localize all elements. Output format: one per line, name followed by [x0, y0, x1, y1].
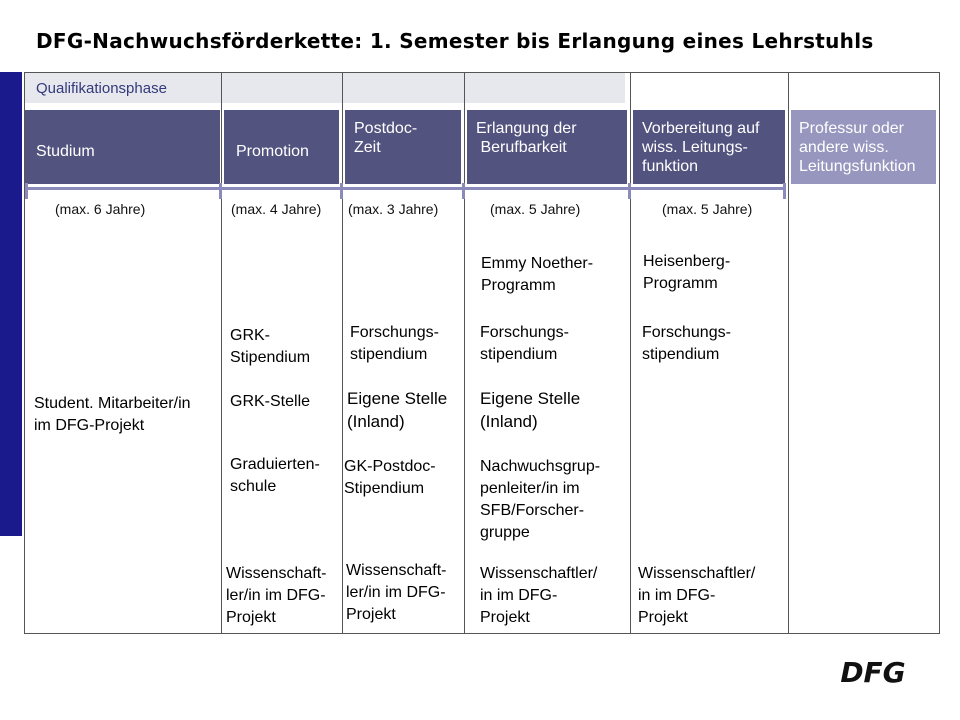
qualification-phase-label: Qualifikationsphase — [36, 80, 167, 97]
left-accent-bar — [0, 72, 22, 536]
dfg-logo — [838, 656, 908, 686]
phase-berufbarkeit — [467, 110, 627, 184]
item-graduiertenschule: Graduierten- schule — [230, 456, 320, 495]
phase-label: Promotion — [236, 143, 309, 160]
duration-berufbarkeit: (max. 5 Jahre) — [490, 201, 581, 217]
column-divider — [630, 72, 631, 634]
item-student-mitarbeiter: Student. Mitarbeiter/in im DFG-Projekt — [34, 395, 191, 434]
phase-studium — [25, 110, 220, 184]
phase-label: Erlangung der Berufbarkeit — [476, 120, 577, 156]
item-heisenberg: Heisenberg- Programm — [643, 253, 731, 292]
item-nachwuchsgruppenleiter: Nachwuchsgrup- penleiter/in im SFB/Forscher- gruppe — [480, 458, 601, 541]
column-divider — [788, 72, 789, 634]
item-forschungsstipendium-postdoc: Forschungs- stipendium — [350, 324, 439, 363]
item-grk-stipendium: GRK- Stipendium — [230, 327, 311, 366]
item-wissenschaftler-berufbarkeit: Wissenschaftler/ in im DFG- Projekt — [480, 565, 598, 626]
item-wissenschaftler-postdoc: Wissenschaft- ler/in im DFG- Projekt — [346, 562, 447, 623]
separator-tick — [219, 183, 222, 199]
item-forschungsstipendium-berufbarkeit: Forschungs- stipendium — [480, 324, 569, 363]
item-gk-postdoc-stipendium: GK-Postdoc- Stipendium — [344, 458, 436, 497]
phase-label: Postdoc- Zeit — [354, 120, 418, 156]
separator-tick — [462, 183, 465, 199]
item-grk-stelle: GRK-Stelle — [230, 393, 311, 410]
separator-tick — [340, 183, 343, 199]
page-title: DFG-Nachwuchsförderkette: 1. Semester bis Erlangung eines Lehrstuhls — [36, 29, 874, 53]
separator-tick — [25, 183, 28, 199]
column-divider — [464, 72, 465, 634]
column-divider — [342, 72, 343, 634]
duration-postdoc: (max. 3 Jahre) — [348, 201, 439, 217]
column-divider — [221, 72, 222, 634]
phase-postdoc — [345, 110, 461, 184]
phase-promotion — [224, 110, 339, 184]
phase-professur — [791, 110, 936, 184]
item-wissenschaftler-promotion: Wissenschaft- ler/in im DFG- Projekt — [226, 565, 327, 626]
phase-separator-line — [27, 187, 784, 190]
phase-vorbereitung — [633, 110, 785, 184]
phase-label: Vorbereitung auf wiss. Leitungs- funktion — [642, 120, 760, 175]
item-forschungsstipendium-vorbereitung: Forschungs- stipendium — [642, 324, 731, 363]
duration-promotion: (max. 4 Jahre) — [231, 201, 322, 217]
item-wissenschaftler-vorbereitung: Wissenschaftler/ in im DFG- Projekt — [638, 565, 756, 626]
separator-tick — [783, 183, 786, 199]
item-eigene-stelle-berufbarkeit: Eigene Stelle (Inland) — [480, 389, 581, 431]
item-eigene-stelle-postdoc: Eigene Stelle (Inland) — [347, 389, 448, 431]
duration-studium: (max. 6 Jahre) — [55, 201, 146, 217]
separator-tick — [628, 183, 631, 199]
phase-label: Professur oder andere wiss. Leitungsfunktion — [799, 120, 916, 175]
item-emmy-noether: Emmy Noether- Programm — [481, 255, 594, 294]
dfg-logo-text: DFG — [840, 656, 906, 686]
duration-vorbereitung: (max. 5 Jahre) — [662, 201, 753, 217]
phase-label: Studium — [36, 143, 95, 160]
